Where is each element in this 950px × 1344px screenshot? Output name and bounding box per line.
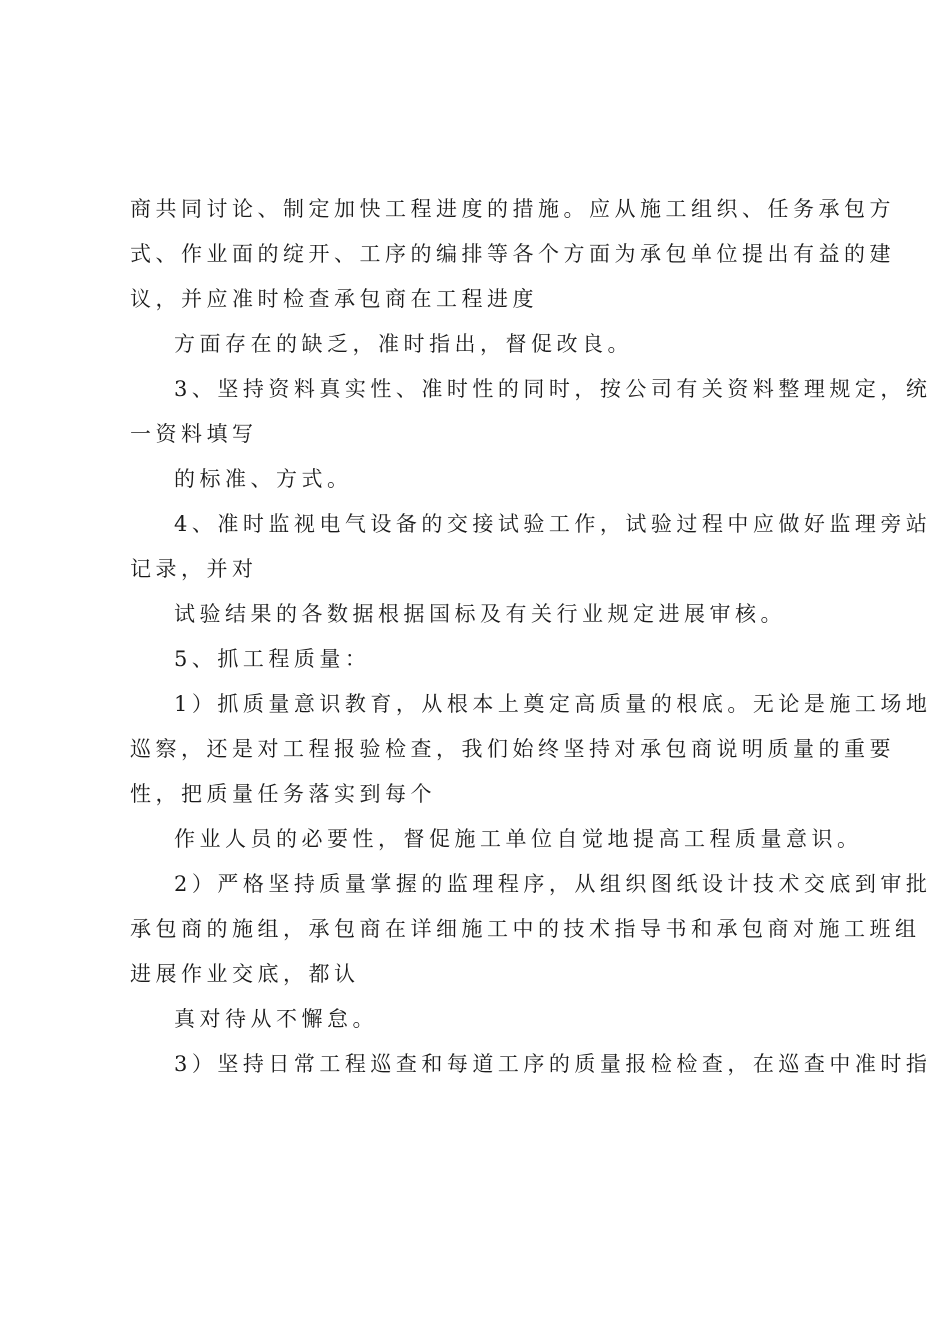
text-line: 式、作业面的绽开、工序的编排等各个方面为承包单位提出有益的建: [130, 242, 895, 266]
text-line: 的标准、方式。: [174, 467, 353, 491]
text-line: 一资料填写: [130, 422, 258, 446]
text-line: 5、抓工程质量：: [174, 647, 371, 671]
text-line: 进展作业交底，都认: [130, 962, 360, 986]
paragraph: [130, 637, 830, 682]
document-body: [130, 187, 932, 1087]
text-line: 性，把质量任务落实到每个: [130, 782, 436, 806]
text-line: 巡察，还是对工程报验检查，我们始终坚持对承包商说明质量的重要: [130, 737, 895, 761]
text-line: 作业人员的必要性，督促施工单位自觉地提高工程质量意识。: [174, 827, 863, 851]
text-line: 4、准时监视电气设备的交接试验工作，试验过程中应做好监理旁站: [174, 512, 932, 536]
text-line: 2）严格坚持质量掌握的监理程序，从组织图纸设计技术交底到审批: [174, 872, 932, 896]
text-line: 记录，并对: [130, 557, 258, 581]
paragraph: [130, 367, 932, 457]
text-line: 商共同讨论、制定加快工程进度的措施。应从施工组织、任务承包方: [130, 197, 895, 221]
paragraph: [130, 502, 932, 592]
paragraph: [130, 1042, 932, 1087]
paragraph: [130, 817, 863, 862]
text-line: 3、坚持资料真实性、准时性的同时，按公司有关资料整理规定，统: [174, 377, 932, 401]
paragraph: [130, 592, 830, 637]
text-line: 试验结果的各数据根据国标及有关行业规定进展审核。: [174, 602, 786, 626]
text-line: 方面存在的缺乏，准时指出，督促改良。: [174, 332, 633, 356]
text-line: 3）坚持日常工程巡查和每道工序的质量报检检查，在巡查中准时指: [174, 1052, 932, 1076]
paragraph: [130, 682, 932, 817]
paragraph: [130, 862, 932, 997]
paragraph: [130, 997, 830, 1042]
paragraph: [130, 457, 830, 502]
paragraph: [130, 322, 830, 367]
text-line: 议，并应准时检查承包商在工程进度: [130, 287, 538, 311]
text-line: 真对待从不懈怠。: [174, 1007, 378, 1031]
text-line: 承包商的施组，承包商在详细施工中的技术指导书和承包商对施工班组: [130, 917, 921, 941]
paragraph: [130, 187, 895, 322]
text-line: 1）抓质量意识教育，从根本上奠定高质量的根底。无论是施工场地: [174, 692, 932, 716]
